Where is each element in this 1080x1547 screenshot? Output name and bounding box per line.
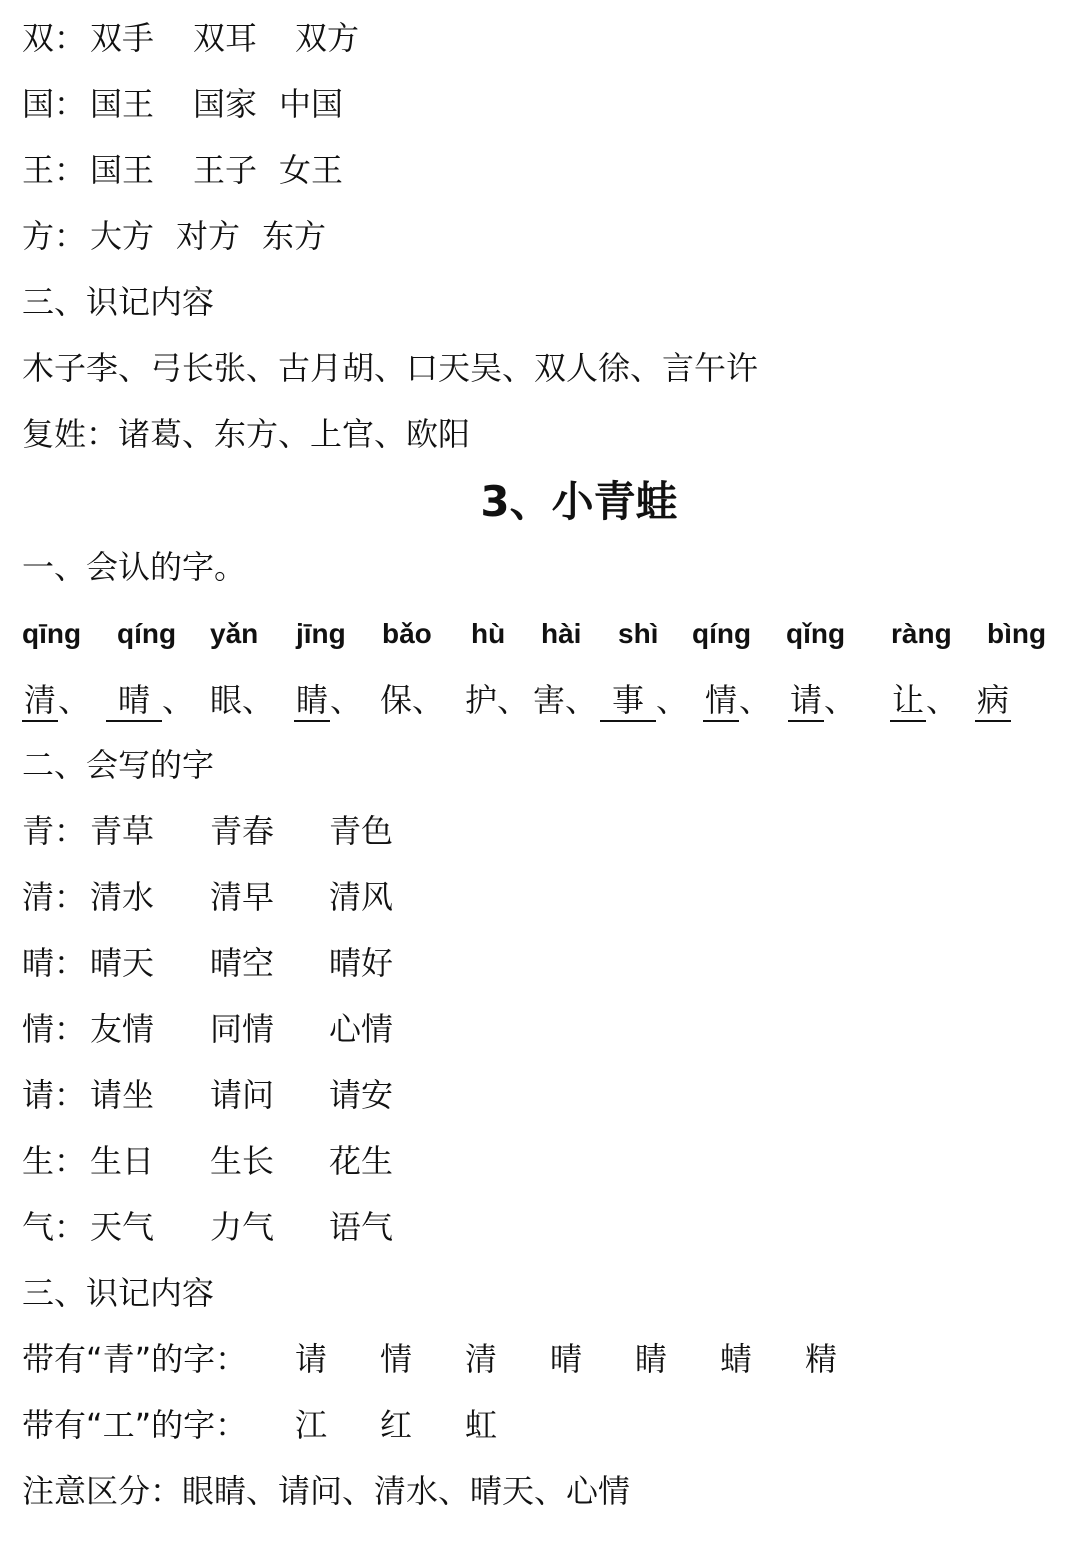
radical-char: 晴: [550, 1340, 583, 1378]
word-row-sheng: [0, 1131, 1080, 1191]
pinyin: qīng: [22, 618, 82, 649]
word: 清水: [90, 878, 155, 916]
surname-riddles: 木子李、弓长张、古月胡、口天吴、双人徐、言午许: [22, 349, 759, 387]
word: 天气: [90, 1208, 155, 1246]
word-head: 气：: [22, 1208, 87, 1246]
pinyin: ràng: [891, 618, 952, 649]
recognize-char: 事 、: [600, 670, 688, 730]
word: 大方: [90, 217, 155, 255]
word: 语气: [329, 1208, 394, 1246]
word-row-fang: [0, 206, 1080, 266]
section-heading-write: 二、会写的字: [22, 746, 215, 784]
pinyin: hài: [541, 618, 582, 649]
distinguish-note: 注意区分：眼睛、请问、清水、晴天、心情: [22, 1472, 631, 1510]
word: 青春: [210, 812, 275, 850]
word-head: 清：: [22, 878, 87, 916]
word: 对方: [176, 217, 241, 255]
word: 友情: [90, 1010, 155, 1048]
lesson-title: 3、小青蛙: [480, 477, 678, 526]
word-head: 请：: [22, 1076, 87, 1114]
word: 清早: [210, 878, 275, 916]
word: 力气: [210, 1208, 275, 1246]
word: 请问: [210, 1076, 275, 1114]
word-head: 生：: [22, 1142, 87, 1180]
radical-char: 精: [805, 1340, 838, 1378]
word-row-qing-water: [0, 867, 1080, 927]
word-row-wang: [0, 140, 1080, 200]
recognize-char: 清、: [22, 670, 90, 730]
recognize-chars-row: [0, 670, 1080, 730]
word: 请坐: [90, 1076, 155, 1114]
word-row-shuang: [0, 8, 1080, 68]
word: 心情: [329, 1010, 394, 1048]
word-row-qing-heart: [0, 999, 1080, 1059]
recognize-char: 睛、: [294, 670, 362, 730]
radical-char: 红: [380, 1406, 413, 1444]
pinyin: qǐng: [786, 618, 846, 649]
word: 青草: [90, 812, 155, 850]
pinyin: qíng: [692, 618, 752, 649]
word: 双手: [90, 19, 155, 57]
word: 女王: [279, 151, 344, 189]
word: 东方: [262, 217, 327, 255]
word-row-qing: [0, 801, 1080, 861]
recognize-char: 害、: [533, 681, 598, 719]
word-head: 双：: [22, 19, 87, 57]
radical-char: 情: [380, 1340, 413, 1378]
qing-radical-row: [0, 1329, 1080, 1389]
word: 王子: [193, 151, 258, 189]
word: 中国: [279, 85, 344, 123]
compound-surnames: 复姓：诸葛、东方、上官、欧阳: [22, 415, 471, 453]
word-head: 青：: [22, 812, 87, 850]
section-heading-recognize: 一、会认的字。: [22, 548, 247, 586]
qing-radical-head: 带有“青”的字：: [22, 1340, 248, 1378]
word-row-qing-sun: [0, 933, 1080, 993]
word: 生长: [210, 1142, 275, 1180]
word: 国王: [90, 85, 155, 123]
recognize-char: 情、: [703, 670, 771, 730]
gong-radical-row: [0, 1395, 1080, 1455]
word-head: 王：: [22, 151, 87, 189]
section-heading-memorize: 三、识记内容: [22, 283, 215, 321]
word: 花生: [329, 1142, 394, 1180]
word: 晴空: [210, 944, 275, 982]
gong-radical-head: 带有“工”的字：: [22, 1406, 248, 1444]
word: 生日: [90, 1142, 155, 1180]
recognize-char: 护、: [465, 681, 530, 719]
word-head: 方：: [22, 217, 87, 255]
radical-char: 江: [295, 1406, 328, 1444]
pinyin: shì: [618, 618, 659, 649]
pinyin: hù: [471, 618, 506, 649]
word: 青色: [329, 812, 394, 850]
recognize-char: 让、: [890, 670, 958, 730]
section-heading-memorize-2: 三、识记内容: [22, 1274, 215, 1312]
pinyin: bǎo: [382, 618, 432, 649]
pinyin: yǎn: [210, 618, 259, 649]
word: 晴好: [329, 944, 394, 982]
recognize-char: 保、: [380, 681, 445, 719]
word: 晴天: [90, 944, 155, 982]
word: 双方: [295, 19, 360, 57]
recognize-char: 眼、: [210, 681, 275, 719]
radical-char: 虹: [465, 1406, 498, 1444]
pinyin: jīng: [296, 618, 346, 649]
word: 双耳: [193, 19, 258, 57]
pinyin: bìng: [987, 618, 1047, 649]
word-row-guo: [0, 74, 1080, 134]
word-head: 情：: [22, 1010, 87, 1048]
recognize-char: 请、: [788, 670, 856, 730]
pinyin: qíng: [117, 618, 177, 649]
radical-char: 清: [465, 1340, 498, 1378]
radical-char: 蜻: [720, 1340, 753, 1378]
word-row-qing-speech: [0, 1065, 1080, 1125]
word-head: 国：: [22, 85, 87, 123]
word: 同情: [210, 1010, 275, 1048]
pinyin-row: [0, 604, 1080, 664]
word: 国王: [90, 151, 155, 189]
radical-char: 请: [295, 1340, 328, 1378]
word-row-qi: [0, 1197, 1080, 1257]
word: 请安: [329, 1076, 394, 1114]
recognize-char: 病: [975, 670, 1011, 730]
radical-char: 睛: [635, 1340, 668, 1378]
word: 国家: [193, 85, 258, 123]
recognize-char: 晴 、: [106, 670, 194, 730]
word: 清风: [329, 878, 394, 916]
word-head: 晴：: [22, 944, 87, 982]
